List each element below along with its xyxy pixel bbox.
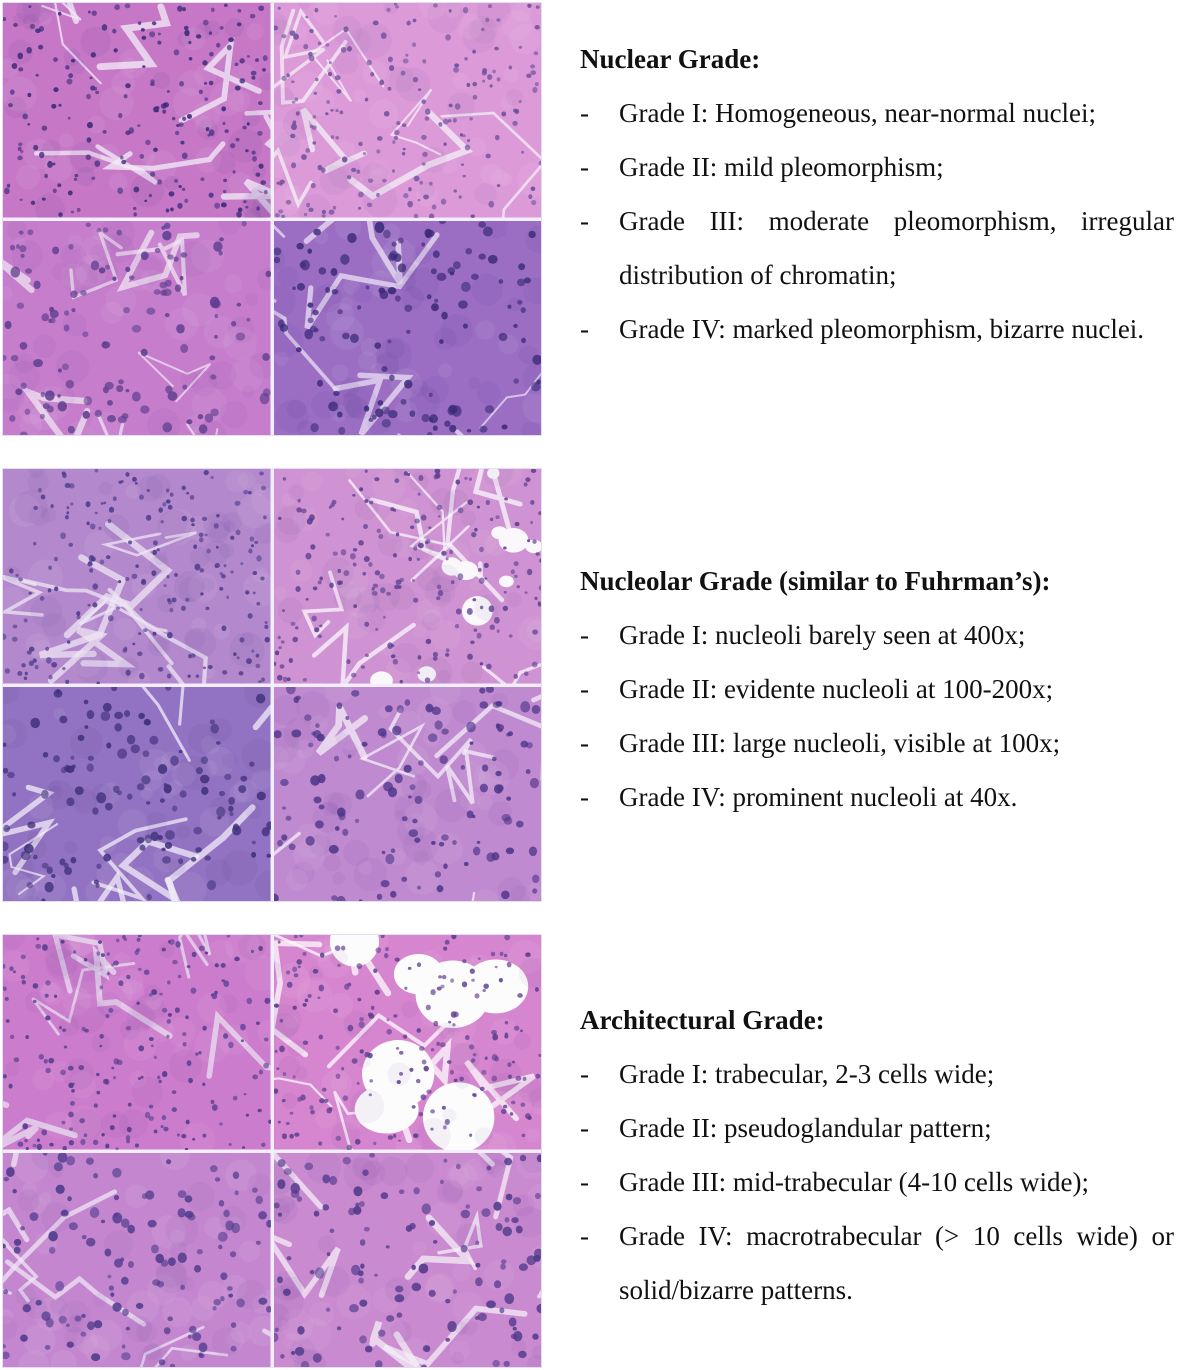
histology-panel-nucleolar	[2, 468, 542, 902]
grade-item: - Grade IV: marked pleomorphism, bizarre nuclei.	[580, 314, 1145, 344]
histology-panel-nuclear	[2, 2, 542, 436]
tissue-texture	[3, 3, 271, 218]
grade-item: - Grade II: evidente nucleoli at 100-200x;	[580, 674, 1054, 704]
grade-item: - Grade IV: prominent nucleoli at 40x.	[580, 782, 1018, 812]
tissue-texture	[274, 1153, 542, 1368]
grade-list	[580, 1047, 1174, 1317]
grade-item: - Grade II: mild pleomorphism;	[580, 152, 944, 182]
histology-tile	[3, 469, 271, 684]
nuclear-grade-block	[580, 42, 1174, 356]
nucleolar-grade-block	[580, 564, 1174, 824]
histology-tile	[274, 221, 542, 436]
histology-tile	[274, 3, 542, 218]
tissue-texture	[274, 469, 542, 684]
grade-list	[580, 608, 1174, 824]
tissue-texture	[3, 687, 271, 902]
histology-tile	[3, 687, 271, 902]
tissue-texture	[3, 221, 271, 436]
architectural-grade-block	[580, 1003, 1174, 1317]
histology-tile	[274, 1153, 542, 1368]
tissue-texture	[274, 935, 542, 1150]
tissue-texture	[3, 935, 271, 1150]
tissue-texture	[274, 221, 542, 436]
histology-panel-architectural	[2, 934, 542, 1368]
grade-item: - Grade I: nucleoli barely seen at 400x;	[580, 620, 1026, 650]
histology-tile	[3, 935, 271, 1150]
grade-item: - Grade III: moderate pleomorphism, irregular distribution of chromatin;	[580, 206, 1174, 290]
histology-tile	[274, 687, 542, 902]
section-heading: Nucleolar Grade (similar to Fuhrman’s):	[580, 566, 1051, 596]
tissue-texture	[274, 3, 542, 218]
histology-tile	[274, 469, 542, 684]
section-heading: Architectural Grade:	[580, 1005, 825, 1035]
tissue-texture	[274, 687, 542, 902]
grade-item: - Grade III: mid-trabecular (4-10 cells wide);	[580, 1167, 1090, 1197]
histology-tile	[3, 221, 271, 436]
histology-tile	[3, 1153, 271, 1368]
tissue-texture	[3, 1153, 271, 1368]
grade-item: - Grade IV: macrotrabecular (> 10 cells wide) or solid/bizarre patterns.	[580, 1221, 1174, 1305]
grade-list	[580, 86, 1174, 356]
grade-item: - Grade I: Homogeneous, near-normal nuclei;	[580, 98, 1097, 128]
grade-item: - Grade II: pseudoglandular pattern;	[580, 1113, 992, 1143]
histology-tile	[274, 935, 542, 1150]
histology-tile	[3, 3, 271, 218]
tissue-texture	[3, 469, 271, 684]
grade-item: - Grade III: large nucleoli, visible at 100x;	[580, 728, 1061, 758]
section-heading: Nuclear Grade:	[580, 44, 761, 74]
grade-item: - Grade I: trabecular, 2-3 cells wide;	[580, 1059, 995, 1089]
